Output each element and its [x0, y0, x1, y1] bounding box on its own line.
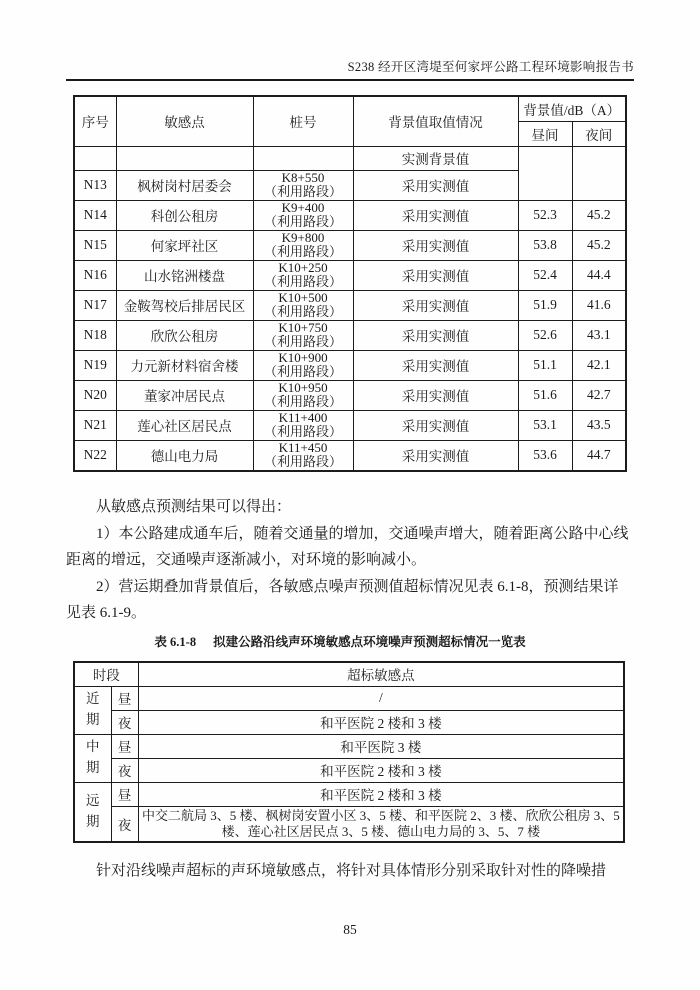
table-row-n22	[74, 440, 626, 471]
cell-value-case: 采用实测值	[353, 410, 518, 440]
cell-name: 莲心社区居民点	[116, 410, 253, 440]
cell-night-value: 42.7	[572, 380, 626, 410]
cell-stake: K8+550 （利用路段）	[253, 170, 353, 200]
table-row-n18	[74, 320, 626, 350]
table-caption-label: 表 6.1-8	[154, 635, 197, 649]
cell-name: 枫树岗村居委会	[116, 170, 253, 200]
cell-stake: K10+950 （利用路段）	[253, 380, 353, 410]
col-header-value-case: 背景值取值情况	[353, 96, 518, 146]
cell-id: N16	[74, 260, 116, 290]
cell-stake: K10+250 （利用路段）	[253, 260, 353, 290]
period-group-mid: 中期	[74, 734, 111, 782]
cell-day-value: 53.8	[518, 230, 572, 260]
cell-name: 力元新材料宿舍楼	[116, 350, 253, 380]
cell-night-value: 44.7	[572, 440, 626, 471]
period-night-label: 夜	[111, 758, 138, 782]
cell-value-case: 采用实测值	[353, 440, 518, 471]
cell-name: 金鞍驾校后排居民区	[116, 290, 253, 320]
table1-header-row-1	[74, 96, 626, 121]
cell-stake: K9+400 （利用路段）	[253, 200, 353, 230]
table-row-near-night	[74, 710, 624, 734]
col-header-stake: 桩号	[253, 96, 353, 146]
col-header-index: 序号	[74, 96, 116, 146]
cell-id: N20	[74, 380, 116, 410]
table-row-partial	[74, 146, 626, 170]
cell-empty	[74, 146, 116, 170]
table2-header-row	[74, 662, 624, 686]
cell-name: 欣欣公租房	[116, 320, 253, 350]
col-header-bg-value-group: 背景值/dB（A）	[518, 96, 626, 121]
cell-day-value: 53.1	[518, 410, 572, 440]
table-6-1-8-caption	[66, 633, 614, 651]
cell-exceedance: 和平医院 2 楼和 3 楼	[138, 758, 624, 782]
page-number: 85	[343, 922, 357, 937]
col-header-exceedance-points: 超标敏感点	[138, 662, 624, 686]
table-row-far-night	[74, 806, 624, 842]
cell-day-value: 51.9	[518, 290, 572, 320]
period-group-far: 远期	[74, 782, 111, 842]
cell-value-case: 采用实测值	[353, 260, 518, 290]
cell-id: N13	[74, 170, 116, 200]
cell-name: 德山电力局	[116, 440, 253, 471]
cell-exceedance: 和平医院 2 楼和 3 楼	[138, 782, 624, 806]
table-row-near-day	[74, 686, 624, 710]
table-row-n15	[74, 230, 626, 260]
cell-stake: K11+450 （利用路段）	[253, 440, 353, 471]
cell-value-case: 采用实测值	[353, 350, 518, 380]
table-caption-text: 拟建公路沿线声环境敏感点环境噪声预测超标情况一览表	[213, 635, 526, 649]
running-header-title: S238 经开区湾堤至何家坪公路工程环境影响报告书	[347, 60, 634, 74]
cell-value-case: 采用实测值	[353, 170, 518, 200]
table-row-far-day	[74, 782, 624, 806]
cell-empty	[116, 146, 253, 170]
cell-exceedance: 和平医院 2 楼和 3 楼	[138, 710, 624, 734]
table-row-n16	[74, 260, 626, 290]
cell-day-value: 51.6	[518, 380, 572, 410]
table-row-n17	[74, 290, 626, 320]
header-rule	[66, 79, 634, 81]
cell-stake: K11+400 （利用路段）	[253, 410, 353, 440]
cell-empty	[253, 146, 353, 170]
cell-stake: K10+500 （利用路段）	[253, 290, 353, 320]
paragraph-line: 针对沿线噪声超标的声环境敏感点，将针对具体情形分别采取针对性的降噪措	[96, 863, 607, 879]
cell-name: 山水铭洲楼盘	[116, 260, 253, 290]
cell-night-value: 45.2	[572, 200, 626, 230]
cell-id: N22	[74, 440, 116, 471]
period-group-near: 近期	[74, 686, 111, 734]
col-header-sensitive-point: 敏感点	[116, 96, 253, 146]
cell-id: N14	[74, 200, 116, 230]
cell-name: 董家冲居民点	[116, 380, 253, 410]
paragraph-line: 距离的增远，交通噪声逐渐减小，对环境的影响减小。	[66, 552, 427, 568]
cell-name: 科创公租房	[116, 200, 253, 230]
cell-value-case: 采用实测值	[353, 200, 518, 230]
col-header-night: 夜间	[572, 121, 626, 146]
noise-exceedance-table	[73, 661, 625, 843]
cell-night-value: 43.5	[572, 410, 626, 440]
cell-id: N15	[74, 230, 116, 260]
cell-day-value: 53.6	[518, 440, 572, 471]
paragraph-line: 从敏感点预测结果可以得出：	[96, 499, 292, 515]
paragraph-line: 见表 6.1-9。	[66, 605, 146, 621]
cell-night-value: 41.6	[572, 290, 626, 320]
cell-night-value: 42.1	[572, 350, 626, 380]
cell-id: N19	[74, 350, 116, 380]
cell-night-value: 45.2	[572, 230, 626, 260]
cell-id: N17	[74, 290, 116, 320]
cell-name: 何家坪社区	[116, 230, 253, 260]
period-day-label: 昼	[111, 734, 138, 758]
table-row-n19	[74, 350, 626, 380]
cell-stake: K9+800 （利用路段）	[253, 230, 353, 260]
col-header-day: 昼间	[518, 121, 572, 146]
cell-exceedance: 中交二航局 3、5 楼、枫树岗安置小区 3、5 楼、和平医院 2、3 楼、欣欣公租房 3、5 楼、莲心社区居民点 3、5 楼、德山电力局的 3、5、7 楼	[138, 806, 624, 842]
cell-value-case: 采用实测值	[353, 290, 518, 320]
cell-night-empty	[572, 146, 626, 200]
cell-day-value: 52.4	[518, 260, 572, 290]
cell-day-value: 51.1	[518, 350, 572, 380]
table-row-n21	[74, 410, 626, 440]
cell-exceedance: /	[138, 686, 624, 710]
cell-value-case: 采用实测值	[353, 230, 518, 260]
col-header-period: 时段	[74, 662, 138, 686]
cell-exceedance: 和平医院 3 楼	[138, 734, 624, 758]
cell-stake: K10+750 （利用路段）	[253, 320, 353, 350]
period-day-label: 昼	[111, 686, 138, 710]
cell-stake: K10+900 （利用路段）	[253, 350, 353, 380]
closing-paragraph	[66, 858, 646, 885]
cell-value-case: 采用实测值	[353, 320, 518, 350]
body-paragraphs	[66, 494, 646, 627]
cell-value-case: 实测背景值	[353, 146, 518, 170]
paragraph-line: 2）营运期叠加背景值后，各敏感点噪声预测值超标情况见表 6.1-8，预测结果详	[96, 578, 619, 595]
cell-day-value: 52.3	[518, 200, 572, 230]
table-row-n20	[74, 380, 626, 410]
paragraph-line: 1）本公路建成通车后，随着交通量的增加，交通噪声增大，随着距离公路中心线	[96, 525, 629, 542]
cell-night-value: 43.1	[572, 320, 626, 350]
period-night-label: 夜	[111, 710, 138, 734]
cell-day-value: 52.6	[518, 320, 572, 350]
cell-night-value: 44.4	[572, 260, 626, 290]
background-values-table	[73, 95, 627, 472]
period-night-label: 夜	[111, 806, 138, 842]
cell-value-case: 采用实测值	[353, 380, 518, 410]
cell-id: N21	[74, 410, 116, 440]
cell-id: N18	[74, 320, 116, 350]
cell-day-empty	[518, 146, 572, 200]
table-row-mid-day	[74, 734, 624, 758]
period-day-label: 昼	[111, 782, 138, 806]
table-row-n14	[74, 200, 626, 230]
table-row-mid-night	[74, 758, 624, 782]
